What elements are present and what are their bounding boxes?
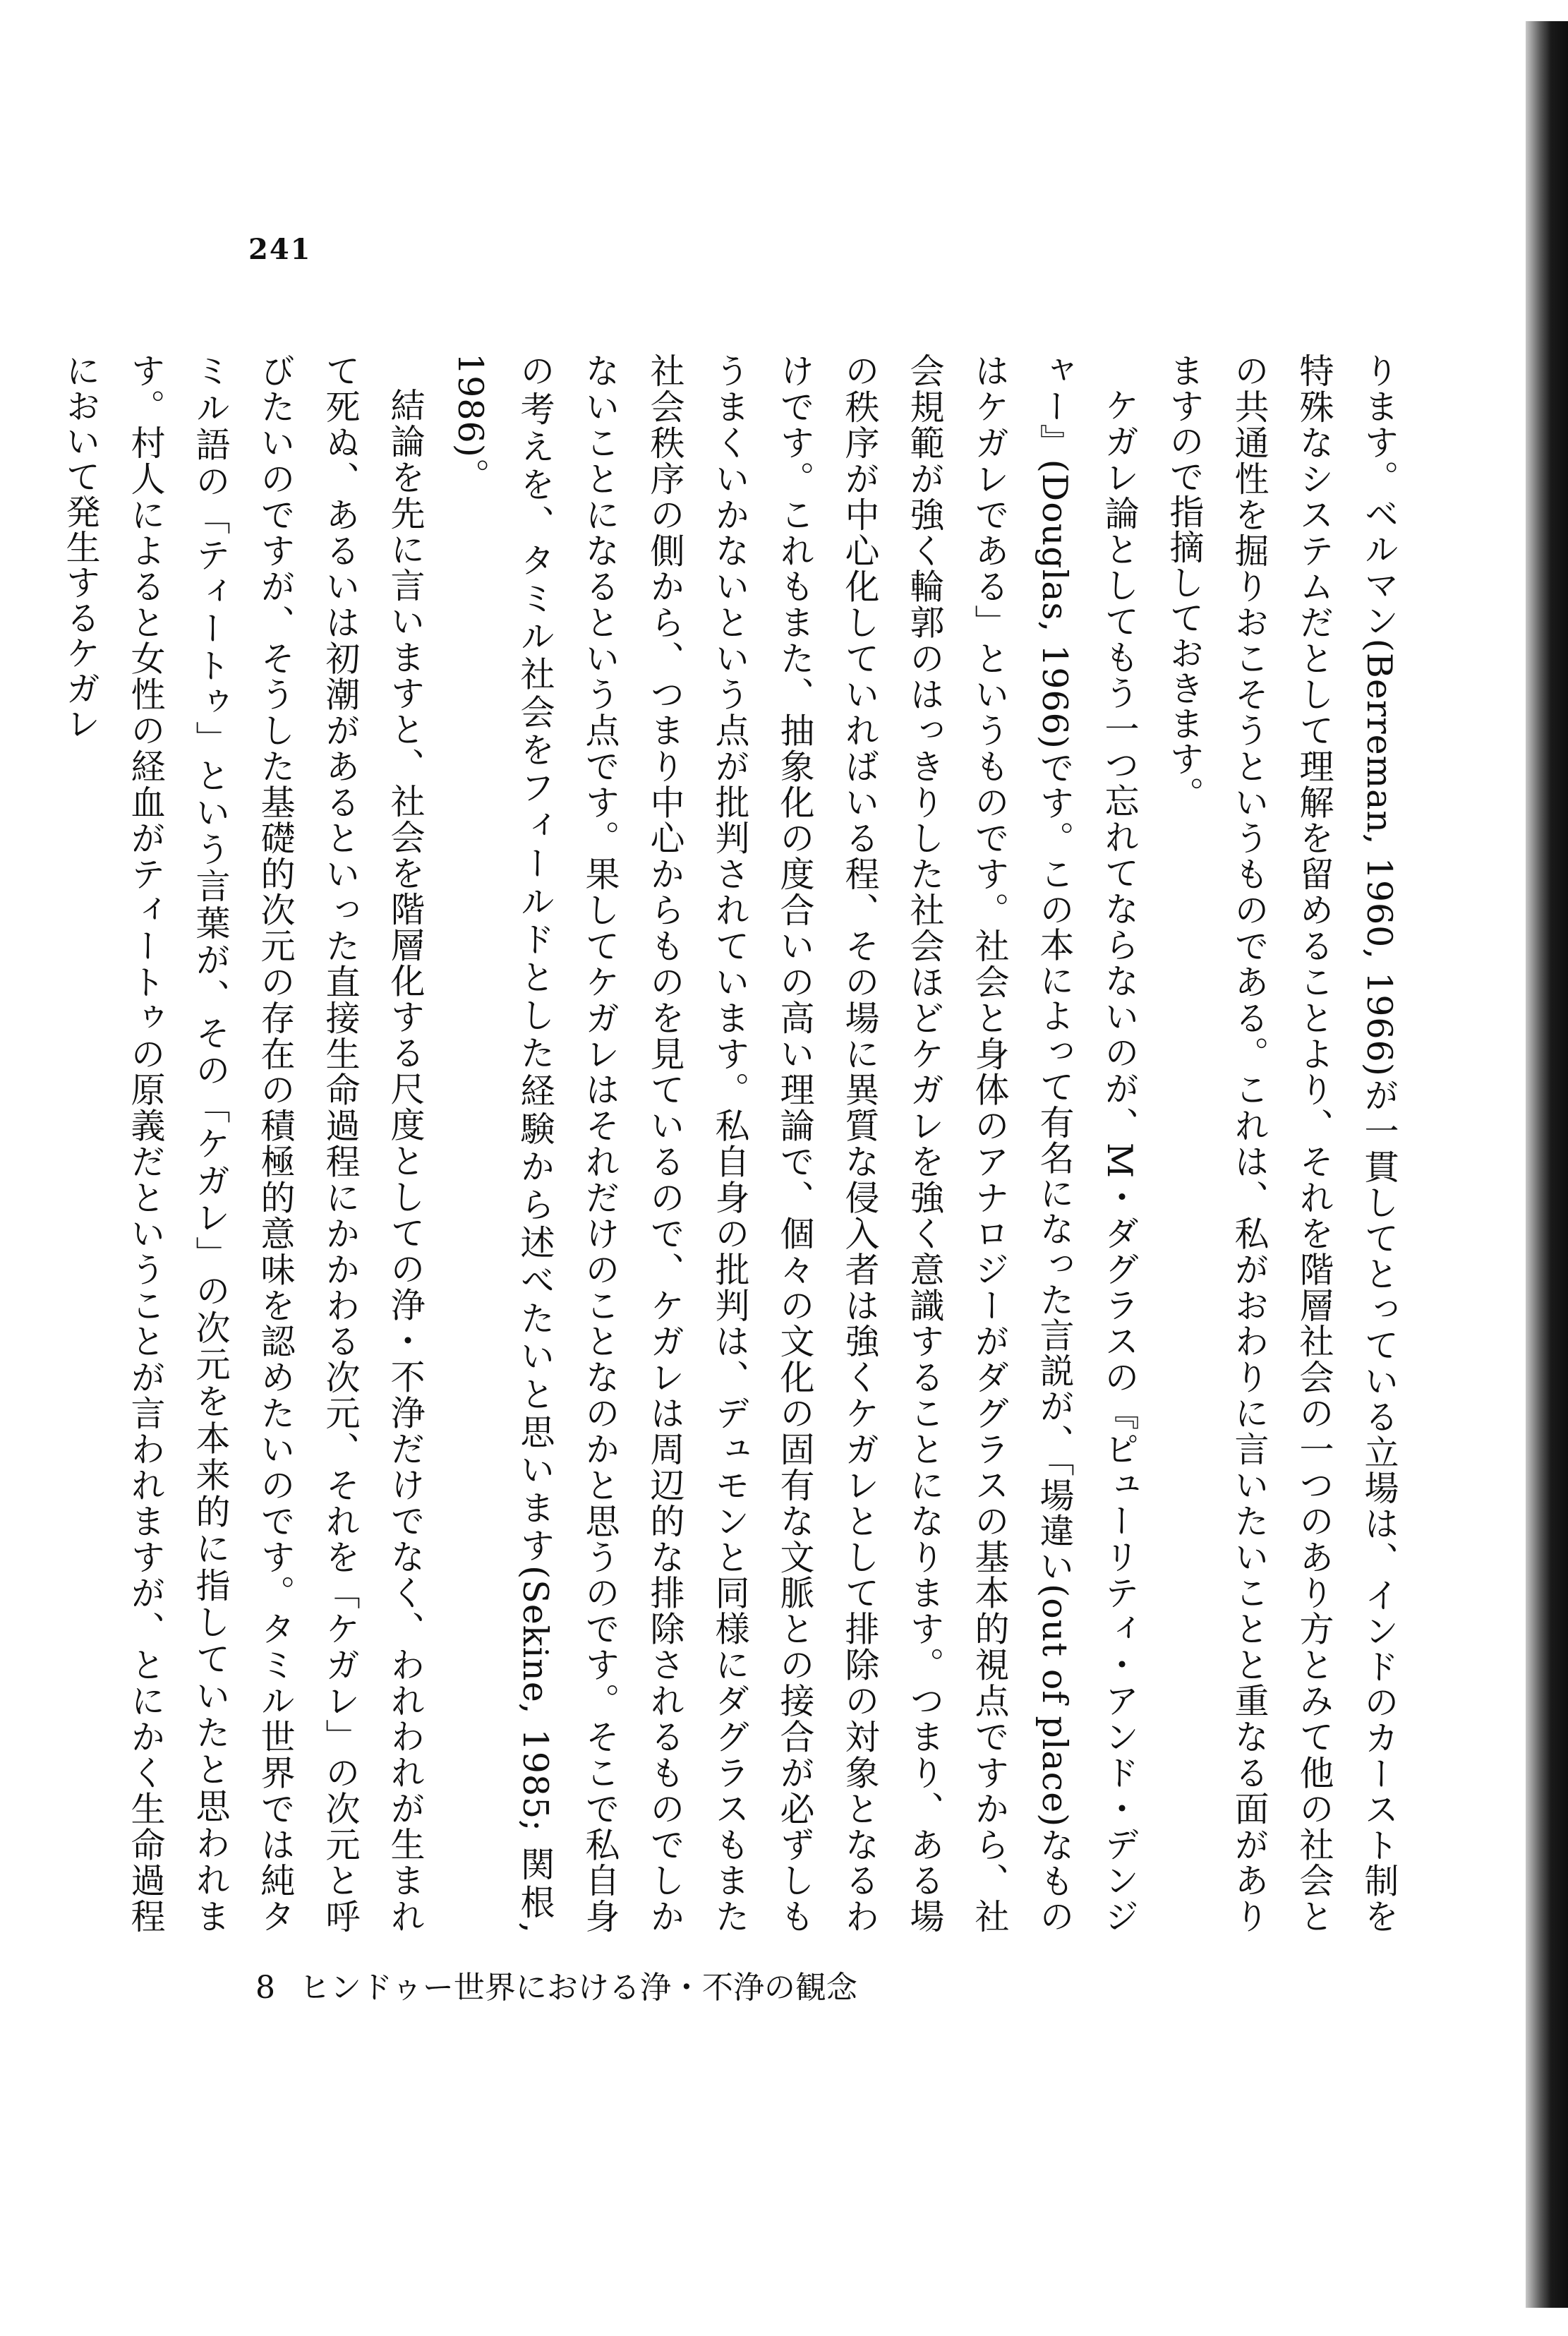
paragraph-2: ケガレ論としてもう一つ忘れてならないのが、M・ダグラスの『ピューリティ・アンド・デンジャー』(Douglas, 1966)です。この本によって有名になった言説が、「場違い(out of place)なものはケガレである」というものです。社会と身体のアナロジーがダグラスの基本的視点ですから、社会規範が強く輪郭のはっきりした社会ほどケガレを強く意識することになります。つまり、ある場の秩序が中心化していればいる程、その場に異質な侵入者は強くケガレとして排除の対象となるわけです。これもまた、抽象化の度合いの高い理論で、個々の文化の固有な文脈との接合が必ずしもうまくいかないという点が批判されています。私自身の批判は、デュモンと同様にダグラスもまた社会秩序の側から、つまり中心からものを見ているので、ケガレは周辺的な排除されるものでしかないことになるという点です。果してケガレはそれだけのことなのかと思うのです。そこで私自身の考えを、タミル社会をフィールドとした経験から述べたいと思います(Sekine, 1985; 関根, 1986)。 — [450, 353, 1140, 1934]
running-head — [255, 1962, 857, 2007]
page-number: 241 — [248, 233, 312, 266]
binding-edge — [1526, 21, 1568, 2308]
paragraph-1: ります。ベルマン(Berreman, 1960, 1966)が一貫してとっている立場は、インドのカースト制を特殊なシステムだとして理解を留めることより、それを階層社会の一つのあり方とみて他の社会との共通性を掘りおこそうというものである。これは、私がおわりに言いたいことと重なる面がありますので指摘しておきます。 — [1164, 353, 1399, 1934]
chapter-number: 8 — [255, 1970, 275, 2006]
paragraph-3: 結論を先に言いますと、社会を階層化する尺度としての浄・不浄だけでなく、われわれが生まれて死ぬ、あるいは初潮があるといった直接生命過程にかかわる次元、それを「ケガレ」の次元と呼びたいのですが、そうした基礎的次元の存在の積極的意味を認めたいのです。タミル世界では純タミル語の「ティートゥ」という言葉が、その「ケガレ」の次元を本来的に指していたと思われます。村人によると女性の経血がティートゥの原義だということが言われますが、とにかく生命過程において発生するケガレ — [61, 353, 426, 1934]
chapter-title: ヒンドゥー世界における浄・不浄の観念 — [299, 1970, 857, 2006]
body-text — [61, 353, 1411, 1934]
